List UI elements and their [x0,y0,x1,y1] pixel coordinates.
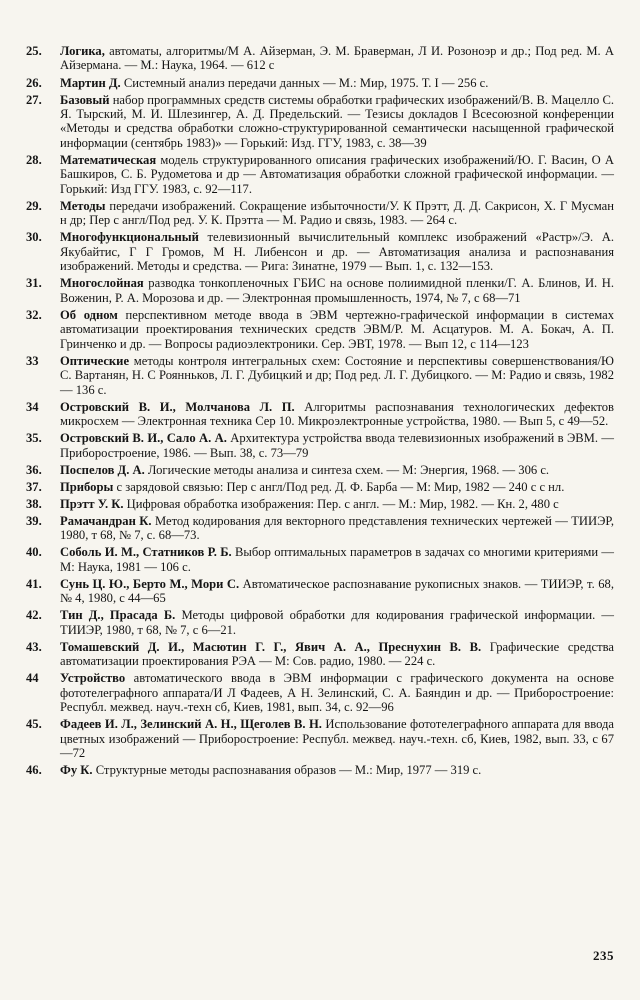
reference-entry [26,230,614,273]
reference-lead: Устройство [60,671,126,686]
page-number: 235 [593,948,614,963]
reference-body: телевизионный вычислительный комплекс изображений «Растр»/Э. А. Якубайтис, Г Г Громов, М Н. Либенсон и др. — Автоматизация анализа и распознавания изображений. Методы и средства. — Рига: Зинатне, 1979 — Вып. 1, с. 132—153. [60,230,614,274]
reference-entry [26,76,614,90]
reference-body: Использование фототелеграфного аппарата для ввода цветных изображений — Приборостроение: Республ. межвед. науч.-техн. сб, Киев, 1982, вып. 33, с 67—72 [60,717,614,761]
reference-lead: Мартин Д. [60,75,121,90]
reference-body: Автоматическое распознавание рукописных знаков. — ТИИЭР, т. 68, № 4, 1980, с 44—65 [60,576,614,606]
reference-number: 39. [26,513,42,528]
reference-entry [26,577,614,606]
reference-text [60,671,614,714]
reference-list [26,44,614,778]
reference-number: 40. [26,545,42,560]
reference-entry [26,153,614,196]
reference-number: 43. [26,639,42,654]
reference-body: с зарядовой связью: Пер с англ/Под ред. Д. Ф. Барба — М: Мир, 1982 — 240 с с нл. [113,479,565,494]
reference-text [60,480,614,494]
reference-entry [26,308,614,351]
reference-body: Метод кодирования для векторного представления технических чертежей — ТИИЭР, 1980, т 68, № 7, с. 68—73. [60,513,614,543]
reference-body: методы контроля интегральных схем: Состояние и перспективы совершенствования/Ю С. Вартанян, Н. С Роянньков, Л. Г. Дубицкий и др; Под ред. Л. Г. Дубицкого. — М: Радио и связь, 1982 — 136 с. [60,353,614,397]
reference-body: Выбор оптимальных параметров в задачах со многими критериями — М: Наука, 1981 — 106 с. [60,545,614,574]
reference-text [60,431,614,460]
reference-number: 44 [26,671,39,686]
reference-entry [26,545,614,574]
reference-entry [26,44,614,73]
reference-entry [26,463,614,477]
reference-entry [26,400,614,429]
reference-body: Структурные методы распознавания образов — М.: Мир, 1977 — 319 с. [92,763,482,778]
reference-lead: Островский В. И., Сало А. А. [60,431,227,446]
reference-body: автоматы, алгоритмы/М А. Айзерман, Э. М. Браверман, Л И. Розоноэр и др.; Под ред. М. А Айзермана. — М.: Наука, 1964. — 612 с [60,44,614,73]
reference-entry [26,480,614,494]
reference-number: 27. [26,92,42,107]
reference-number: 37. [26,479,42,494]
reference-lead: Прэтт У. К. [60,496,124,511]
reference-body: Системный анализ передачи данных — М.: Мир, 1975. Т. I — 256 с. [120,75,489,90]
reference-number: 29. [26,198,42,213]
reference-text [60,400,614,429]
reference-entry [26,640,614,669]
reference-text [60,763,614,777]
reference-lead: Методы [60,198,106,213]
reference-lead: Логика, [60,44,105,58]
reference-number: 35. [26,431,42,446]
reference-entry [26,608,614,637]
reference-number: 30. [26,230,42,245]
reference-text [60,354,614,397]
reference-lead: Базовый [60,92,110,107]
reference-number: 33 [26,353,39,368]
reference-text [60,577,614,606]
reference-entry [26,199,614,228]
reference-text [60,153,614,196]
reference-text [60,640,614,669]
reference-text [60,44,614,73]
reference-lead: Математическая [60,152,157,167]
reference-number: 25. [26,44,42,58]
reference-number: 31. [26,276,42,291]
reference-text [60,463,614,477]
reference-text [60,276,614,305]
reference-text [60,717,614,760]
reference-text [60,76,614,90]
reference-lead: Соболь И. М., Статников Р. Б. [60,545,232,560]
reference-body: перспективном методе ввода в ЭВМ чертежно-графической информации в системах автоматизации проектирования технических средств ЭВМ/Р. М. Асцатуров. М. А. Бокач, А. П. Гринченко и др. — Вопросы радиоэлектроники. Сер. ЭВТ, 1978. — Вып 12, с 114—123 [60,307,614,351]
reference-text [60,308,614,351]
reference-text [60,608,614,637]
reference-lead: Оптические [60,353,130,368]
reference-number: 42. [26,608,42,623]
reference-body: набор программных средств системы обработки графических изображений/В. В. Мацелло С. Я. Тырский, М. И. Шлезингер, А. Д. Предельский. — Тезисы докладов I Всесоюзной конференции «Методы и средства обработки сложно-структурированной семантически насыщенной графической информации (сентябрь 1983)» — Горький: Изд. ГГУ, 1983, с. 38—39 [60,92,614,150]
reference-lead: Томашевский Д. И., Масютин Г. Г., Явич А. А., Преснухин В. В. [60,639,482,654]
reference-number: 26. [26,75,42,90]
reference-entry [26,93,614,151]
reference-lead: Тин Д., Прасада Б. [60,608,176,623]
reference-number: 32. [26,307,42,322]
reference-number: 38. [26,496,42,511]
reference-text [60,545,614,574]
reference-lead: Многослойная [60,276,144,291]
reference-entry [26,431,614,460]
reference-text [60,497,614,511]
reference-entry [26,514,614,543]
reference-text [60,93,614,151]
reference-lead: Фадеев И. Л., Зелинский А. Н., Щеголев В. Н. [60,717,322,732]
reference-body: Методы цифровой обработки для кодирования графической информации. — ТИИЭР, 1980, т 68, № 7, с 6—21. [60,608,614,637]
reference-lead: Сунь Ц. Ю., Берто М., Мори С. [60,576,240,591]
reference-text [60,514,614,543]
reference-body: передачи изображений. Сокращение избыточности/У. К Прэтт, Д. Д. Сакрисон, Х. Г Мусман н др; Пер с англ/Под ред. У. К. Прэтта — М. Радио и связь, 1983. — 264 с. [60,198,614,228]
reference-number: 34 [26,399,39,414]
reference-entry [26,497,614,511]
reference-entry [26,354,614,397]
reference-number: 28. [26,152,42,167]
reference-number: 36. [26,462,42,477]
reference-body: Архитектура устройства ввода телевизионных изображений в ЭВМ. — Приборостроение, 1986. — Вып. 38, с. 73—79 [60,431,614,460]
reference-text [60,230,614,273]
reference-lead: Рамачандран К. [60,513,152,528]
reference-number: 46. [26,763,42,778]
reference-entry [26,671,614,714]
reference-body: Цифровая обработка изображения: Пер. с англ. — М.: Мир, 1982. — Кн. 2, 480 с [123,496,559,511]
reference-lead: Островский В. И., Молчанова Л. П. [60,399,295,414]
reference-number: 41. [26,576,42,591]
reference-lead: Многофункциональный [60,230,199,245]
reference-lead: Об одном [60,307,118,322]
reference-number: 45. [26,717,42,732]
reference-lead: Поспелов Д. А. [60,462,145,477]
reference-body: Графические средства автоматизации проектирования РЭА — М: Сов. радио, 1980. — 224 с. [60,639,614,669]
reference-body: Алгоритмы распознавания технологических дефектов микросхем — Электронная техника Сер 10. Микроэлектронные устройства, 1980. — Вып 5, с 49—52. [60,399,614,429]
reference-body: модель структурированного описания графических изображений/Ю. Г. Васин, О А Башкиров, С. Б. Рудометова и др — Автоматизация обработки сложной графической информации. — Горький: Изд ГГУ. 1983, с. 92—117. [60,152,614,196]
reference-entry [26,763,614,777]
reference-body: Логические методы анализа и синтеза схем. — М: Энергия, 1968. — 306 с. [144,462,550,477]
reference-lead: Фу К. [60,763,93,778]
reference-lead: Приборы [60,479,114,494]
reference-body: автоматического ввода в ЭВМ информации с графического документа на основе фототелеграфного аппарата/И Л Фадеев, А Н. Зелинский, С. А. Баяндин и др. — Приборостроение: Республ. межвед. науч.-техн сб, Киев, 1981, вып. 34, с. 92—96 [60,671,614,715]
reference-body: разводка тонкопленочных ГБИС на основе полиимидной пленки/Г. А. Блинов, И. Н. Воженин, Р. А. Морозова и др. — Электронная промышленность, 1974, № 7, с 68—71 [60,276,614,305]
reference-text [60,199,614,228]
reference-entry [26,276,614,305]
reference-entry [26,717,614,760]
